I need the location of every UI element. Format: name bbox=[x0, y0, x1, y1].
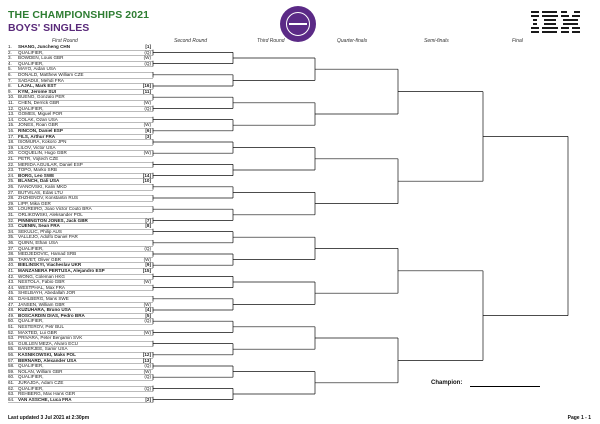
player-number: 61. bbox=[8, 380, 15, 385]
player-number: 36. bbox=[8, 240, 15, 245]
page-title: THE CHAMPIONSHIPS 2021 bbox=[8, 9, 150, 21]
player-name: FILS, Arthur FRA bbox=[18, 133, 56, 139]
player-name: QUINN, Ethan USA bbox=[18, 240, 59, 245]
event-title: BOYS' SINGLES bbox=[8, 22, 90, 34]
player-number: 40. bbox=[8, 262, 15, 268]
round-label-final: Final bbox=[512, 38, 523, 44]
player-name: IVANOVSKI, Kalin MKD bbox=[18, 184, 67, 189]
player-number: 58. bbox=[8, 363, 15, 369]
player-number: 55. bbox=[8, 346, 15, 352]
player-number: 32. bbox=[8, 217, 15, 223]
player-number: 17. bbox=[8, 133, 15, 139]
player-name: MEDJEDOVIC, Hamad SRB bbox=[18, 251, 77, 257]
player-number: 41. bbox=[8, 268, 15, 273]
round-label-first: First Round bbox=[52, 38, 78, 44]
player-name: QUALIFIER, bbox=[18, 245, 44, 251]
player-number: 52. bbox=[8, 329, 15, 335]
player-number: 56. bbox=[8, 352, 15, 357]
player-name: BLANCH, Dali USA bbox=[18, 178, 60, 184]
player-number: 10. bbox=[8, 94, 15, 100]
player-number: 60. bbox=[8, 374, 15, 380]
player-seed: (W) bbox=[143, 55, 151, 61]
player-seed: (W) bbox=[143, 150, 151, 156]
page-number: Page 1 - 1 bbox=[567, 415, 591, 421]
player-name: COLAK, Ozan USA bbox=[18, 116, 58, 122]
player-seed: [10] bbox=[142, 178, 151, 184]
player-name: WONG, Coleman HKG bbox=[18, 273, 65, 279]
player-name: TOPO, Marko SRB bbox=[18, 167, 57, 173]
player-number: 59. bbox=[8, 368, 15, 374]
player-number: 11. bbox=[8, 100, 15, 105]
player-name: CHEN, Derrick GBR bbox=[18, 100, 60, 105]
player-name: QUALIFIER, bbox=[18, 385, 44, 391]
player-seed: [14] bbox=[142, 172, 151, 178]
player-number: 54. bbox=[8, 340, 15, 346]
player-name: QUALIFIER, bbox=[18, 363, 44, 369]
player-name: MANZANERA PERTUSA, Alejandro ESP bbox=[18, 268, 105, 273]
round-label-semifinals: Semi-finals bbox=[424, 38, 449, 44]
player-number: 22. bbox=[8, 161, 15, 167]
player-number: 48. bbox=[8, 307, 15, 313]
player-number: 19. bbox=[8, 144, 15, 150]
player-name: PETR, Vojtech CZE bbox=[18, 156, 59, 161]
player-name: SADADUI, Mehdi FRA bbox=[18, 77, 64, 83]
player-seed: [7] bbox=[145, 217, 151, 223]
player-number: 13. bbox=[8, 111, 15, 117]
player-seed: (Q) bbox=[144, 374, 151, 380]
player-seed: (W) bbox=[143, 368, 151, 374]
player-name: JONES, Roan GBR bbox=[18, 122, 59, 128]
player-seed: [5] bbox=[145, 312, 151, 318]
player-number: 46. bbox=[8, 296, 15, 301]
player-seed: [9] bbox=[145, 262, 151, 268]
player-name: NESTEROV, Petr BUL bbox=[18, 324, 65, 329]
player-seed: [16] bbox=[142, 83, 151, 89]
player-number: 50. bbox=[8, 318, 15, 324]
player-name: TARVET, Oliver GBR bbox=[18, 256, 61, 262]
player-seed: (Q) bbox=[144, 49, 151, 55]
player-name: KYM, Jerome SUI bbox=[18, 88, 57, 94]
player-name: NESTOLA, Fabio GBR bbox=[18, 279, 65, 285]
player-seed: (Q) bbox=[144, 318, 151, 324]
player-name: SHELBAYH, Abedallah JOR bbox=[18, 290, 76, 296]
player-name: BOSCARDIN DIAS, Pedro BRA bbox=[18, 312, 85, 318]
player-name: LOUREIRO, Joao Victor Couto BRA bbox=[18, 206, 92, 212]
player-seed: (W) bbox=[143, 100, 151, 105]
player-name: RINCON, Daniel ESP bbox=[18, 128, 63, 133]
player-number: 57. bbox=[8, 357, 15, 363]
player-seed: [1] bbox=[145, 44, 151, 49]
player-number: 25. bbox=[8, 178, 15, 184]
player-seed: [3] bbox=[145, 133, 151, 139]
player-name: COQUELIN, Hugo GBR bbox=[18, 150, 67, 156]
player-seed: [4] bbox=[145, 307, 151, 313]
player-name: DONALD, Matthew William CZE bbox=[18, 72, 84, 77]
player-number: 62. bbox=[8, 385, 15, 391]
player-seed: [15] bbox=[142, 268, 151, 273]
player-number: 26. bbox=[8, 184, 15, 189]
player-seed: (W) bbox=[143, 256, 151, 262]
round-label-quarterfinals: Quarter-finals bbox=[337, 38, 368, 44]
player-seed: (W) bbox=[143, 301, 151, 307]
player-number: 43. bbox=[8, 279, 15, 285]
player-number: 28. bbox=[8, 195, 15, 201]
player-name: QUALIFIER, bbox=[18, 49, 44, 55]
player-name: REHBERG, Max Hans GER bbox=[18, 391, 76, 397]
player-name: JANSEN, William GBR bbox=[18, 301, 65, 307]
player-name: SEKULIC, Philip AUS bbox=[18, 228, 62, 234]
champion-label: Champion: bbox=[431, 380, 463, 386]
player-name: KUZUHARA, Bruno USA bbox=[18, 307, 72, 313]
player-number: 5. bbox=[8, 66, 12, 72]
player-number: 7. bbox=[8, 77, 12, 83]
player-name: MAYO, Aidan USA bbox=[18, 66, 56, 72]
player-name: PRIVARA, Peter Benjamin SVK bbox=[18, 335, 83, 341]
player-name: DAHLBERG, Mans SWE bbox=[18, 296, 69, 301]
player-number: 44. bbox=[8, 284, 15, 290]
player-seed: (W) bbox=[143, 329, 151, 335]
player-number: 1. bbox=[8, 44, 12, 49]
player-name: QUALIFIER, bbox=[18, 60, 44, 66]
player-name: QUALIFIER, bbox=[18, 105, 44, 111]
player-number: 51. bbox=[8, 324, 15, 329]
player-number: 18. bbox=[8, 139, 15, 145]
last-updated: Last updated 3 Jul 2021 at 2:30pm bbox=[8, 415, 90, 421]
player-seed: [6] bbox=[145, 128, 151, 133]
player-name: NOLAN, William GBR bbox=[18, 368, 63, 374]
player-number: 24. bbox=[8, 172, 15, 178]
champion-line bbox=[470, 386, 540, 387]
player-number: 29. bbox=[8, 200, 15, 206]
player-number: 49. bbox=[8, 312, 15, 318]
player-seed: [12] bbox=[142, 352, 151, 357]
player-number: 27. bbox=[8, 189, 15, 195]
player-number: 15. bbox=[8, 122, 15, 128]
player-number: 31. bbox=[8, 212, 15, 217]
player-name: ORLIKOWSKI, Aleksander POL bbox=[18, 212, 83, 217]
round-label-second: Second Round bbox=[174, 38, 208, 44]
player-seed: [8] bbox=[145, 223, 151, 229]
player-name: GUILLEN MEZA, Alvaro ECU bbox=[18, 340, 78, 346]
player-name: LIPP, Mika GER bbox=[18, 200, 51, 206]
player-name: SHANG, Juncheng CHN bbox=[18, 44, 71, 49]
player-name: KASNIKOWSKI, Maks POL bbox=[18, 352, 76, 357]
player-name: LILOV, Victor USA bbox=[18, 144, 56, 150]
player-number: 6. bbox=[8, 72, 12, 77]
player-number: 16. bbox=[8, 128, 15, 133]
player-name: BOWDEN, Louis GBR bbox=[18, 55, 64, 61]
player-name: GOMES, Miguel POR bbox=[18, 111, 63, 117]
player-number: 2. bbox=[8, 49, 12, 55]
player-number: 14. bbox=[8, 116, 15, 122]
player-number: 30. bbox=[8, 206, 15, 212]
player-seed: (Q) bbox=[144, 385, 151, 391]
player-number: 12. bbox=[8, 105, 15, 111]
player-name: BUENO, Gonzalo PER bbox=[18, 94, 65, 100]
player-name: BORG, Leo SWE bbox=[18, 172, 55, 178]
player-number: 63. bbox=[8, 391, 15, 397]
player-name: BUTVILAS, Edas LTU bbox=[18, 189, 63, 195]
player-name: QUALIFIER, bbox=[18, 318, 44, 324]
player-number: 4. bbox=[8, 60, 12, 66]
player-number: 45. bbox=[8, 290, 15, 296]
player-seed: [2] bbox=[145, 396, 151, 402]
player-number: 64. bbox=[8, 396, 15, 402]
player-number: 42. bbox=[8, 273, 15, 279]
player-number: 23. bbox=[8, 167, 15, 173]
player-name: QUALIFIER, bbox=[18, 374, 44, 380]
player-name: ZHZHENOV, Konstantin RUS bbox=[18, 195, 79, 201]
player-number: 3. bbox=[8, 55, 12, 61]
player-number: 33. bbox=[8, 223, 15, 229]
player-name: BIELINSKYI, Viacheslav UKR bbox=[18, 262, 82, 268]
player-number: 53. bbox=[8, 335, 15, 341]
player-name: CUENIN, Sean FRA bbox=[18, 223, 60, 229]
player-number: 8. bbox=[8, 83, 12, 89]
round-label-third: Third Round bbox=[257, 38, 285, 44]
player-number: 37. bbox=[8, 245, 15, 251]
player-seed: (Q) bbox=[144, 245, 151, 251]
player-number: 39. bbox=[8, 256, 15, 262]
player-name: BERNARD, Alexander USA bbox=[18, 357, 77, 363]
player-name: MERIDA AGUILAR, Daniel ESP bbox=[18, 161, 83, 167]
player-seed: [11] bbox=[143, 88, 151, 94]
player-number: 34. bbox=[8, 228, 15, 234]
player-name: MAXTED, Lui GBR bbox=[18, 329, 58, 335]
player-number: 9. bbox=[8, 88, 12, 94]
player-name: VAN ASSCHE, Luca FRA bbox=[18, 396, 72, 402]
player-name: LAJAL, Mark EST bbox=[18, 83, 57, 89]
player-name: VALLEJO, Adolfo Daniel PAR bbox=[18, 234, 78, 240]
player-number: 20. bbox=[8, 150, 15, 156]
player-seed: [13] bbox=[142, 357, 151, 363]
player-number: 47. bbox=[8, 301, 15, 307]
player-seed: (Q) bbox=[144, 363, 151, 369]
player-seed: (Q) bbox=[144, 60, 151, 66]
player-number: 21. bbox=[8, 156, 15, 161]
player-name: WESTPHAL, Max FRA bbox=[18, 284, 65, 290]
player-number: 35. bbox=[8, 234, 15, 240]
player-seed: (Q) bbox=[144, 105, 151, 111]
player-name: ISOMURA, Kokoro JPN bbox=[18, 139, 67, 145]
player-name: JURAJDA, Adam CZE bbox=[18, 380, 64, 385]
player-name: BANERJEE, Samir USA bbox=[18, 346, 68, 352]
player-seed: (W) bbox=[143, 122, 151, 128]
player-seed: (W) bbox=[143, 279, 151, 285]
player-number: 38. bbox=[8, 251, 15, 257]
player-name: PINNINGTON JONES, Jack GBR bbox=[18, 217, 88, 223]
